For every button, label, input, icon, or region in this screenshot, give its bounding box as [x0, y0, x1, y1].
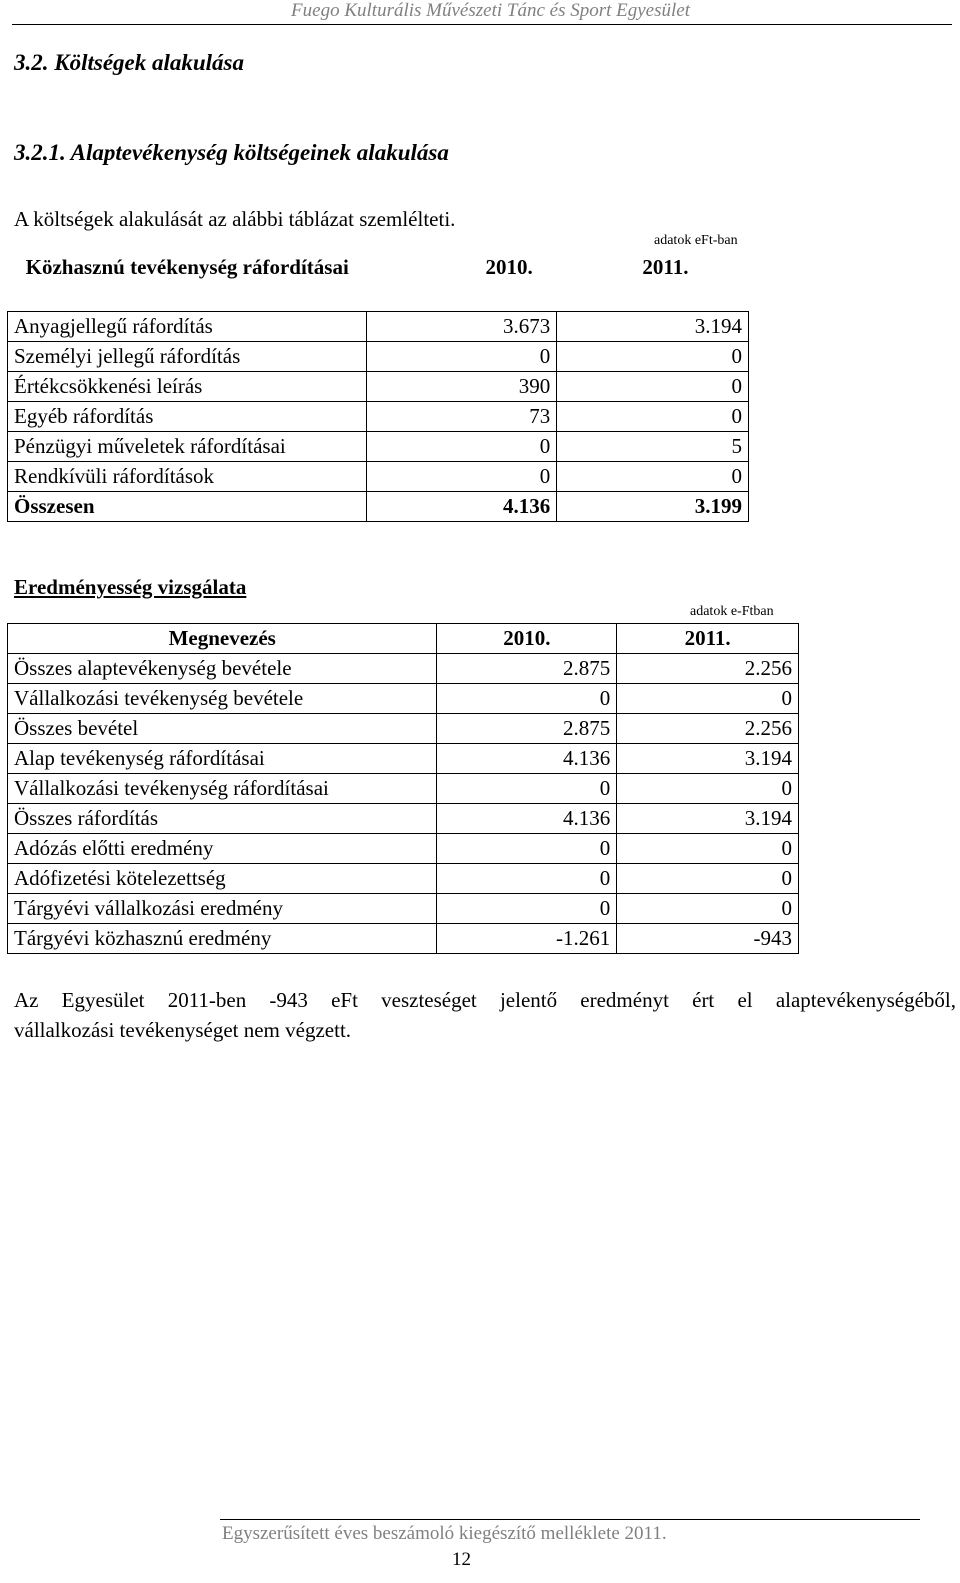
results-header-name: Megnevezés	[8, 624, 437, 654]
table-row	[8, 714, 799, 744]
row-label: Anyagjellegű ráfordítás	[8, 311, 367, 341]
value-2010: 0	[437, 774, 617, 804]
conclusion-line-2: vállalkozási tevékenységet nem végzett.	[14, 1018, 352, 1042]
value-2011: 0	[617, 684, 799, 714]
table-row	[8, 924, 799, 954]
value-2011: 3.194	[617, 804, 799, 834]
value-2011: 0	[557, 371, 749, 401]
costs-header-2011: 2011.	[557, 253, 749, 311]
row-label: Tárgyévi vállalkozási eredmény	[8, 894, 437, 924]
section-title: 3.2. Költségek alakulása	[14, 50, 245, 75]
value-2011: 0	[617, 834, 799, 864]
table-row	[8, 774, 799, 804]
value-2010: 0	[437, 684, 617, 714]
value-2010: 0	[367, 461, 557, 491]
costs-header-2010: 2010.	[367, 253, 557, 311]
intro-text: A költségek alakulását az alábbi táblázat szemlélteti.	[14, 207, 456, 231]
value-2011: 0	[617, 894, 799, 924]
value-2010: 3.673	[367, 311, 557, 341]
table-row	[8, 804, 799, 834]
row-label: Adózás előtti eredmény	[8, 834, 437, 864]
value-2010: 0	[437, 834, 617, 864]
costs-table-header	[8, 253, 749, 311]
value-2010: 0	[367, 431, 557, 461]
value-2010: 0	[437, 894, 617, 924]
row-label: Összes alaptevékenység bevétele	[8, 654, 437, 684]
conclusion-line-1: Az Egyesület 2011-ben -943 eFt veszteséget jelentő eredményt ért el alaptevékenységéből,	[14, 988, 956, 1012]
subsection-title: 3.2.1. Alaptevékenység költségeinek alakulása	[14, 140, 449, 165]
row-label: Egyéb ráfordítás	[8, 401, 367, 431]
costs-unit-note: adatok eFt-ban	[654, 233, 738, 248]
total-2010: 4.136	[367, 491, 557, 521]
row-label: Összes ráfordítás	[8, 804, 437, 834]
value-2010: 73	[367, 401, 557, 431]
row-label: Vállalkozási tevékenység ráfordításai	[8, 774, 437, 804]
table-row	[8, 431, 749, 461]
value-2011: 3.194	[617, 744, 799, 774]
value-2010: 0	[367, 341, 557, 371]
value-2011: 5	[557, 431, 749, 461]
row-label: Pénzügyi műveletek ráfordításai	[8, 431, 367, 461]
row-label: Személyi jellegű ráfordítás	[8, 341, 367, 371]
page-number: 12	[452, 1549, 471, 1570]
value-2011: 0	[617, 774, 799, 804]
value-2011: 0	[557, 461, 749, 491]
table-row	[8, 834, 799, 864]
costs-table	[7, 253, 749, 522]
results-title: Eredményesség vizsgálata	[14, 575, 247, 599]
value-2011: 0	[617, 864, 799, 894]
results-unit-note: adatok e-Ftban	[690, 604, 774, 619]
table-row	[8, 401, 749, 431]
table-row	[8, 311, 749, 341]
value-2010: 0	[437, 864, 617, 894]
row-label: Adófizetési kötelezettség	[8, 864, 437, 894]
table-row	[8, 684, 799, 714]
document-header: Fuego Kulturális Művészeti Tánc és Sport Egyesület	[291, 0, 690, 21]
value-2010: 4.136	[437, 744, 617, 774]
results-table-header	[8, 624, 799, 654]
footer-text: Egyszerűsített éves beszámoló kiegészítő melléklete 2011.	[222, 1523, 667, 1544]
row-label: Rendkívüli ráfordítások	[8, 461, 367, 491]
value-2011: -943	[617, 924, 799, 954]
row-label: Értékcsökkenési leírás	[8, 371, 367, 401]
value-2011: 2.256	[617, 654, 799, 684]
value-2011: 2.256	[617, 714, 799, 744]
total-label: Összesen	[8, 491, 367, 521]
value-2011: 0	[557, 341, 749, 371]
table-row	[8, 341, 749, 371]
value-2010: 4.136	[437, 804, 617, 834]
results-header-2010: 2010.	[437, 624, 617, 654]
footer-rule	[220, 1519, 920, 1520]
table-row	[8, 894, 799, 924]
results-header-2011: 2011.	[617, 624, 799, 654]
value-2010: 390	[367, 371, 557, 401]
table-row	[8, 461, 749, 491]
total-row	[8, 491, 749, 521]
conclusion-paragraph	[14, 985, 956, 1045]
table-row	[8, 371, 749, 401]
costs-header-name: Közhasznú tevékenység ráfordításai	[8, 253, 367, 311]
header-rule	[12, 24, 952, 25]
table-row	[8, 744, 799, 774]
table-row	[8, 864, 799, 894]
value-2011: 3.194	[557, 311, 749, 341]
total-2011: 3.199	[557, 491, 749, 521]
value-2011: 0	[557, 401, 749, 431]
row-label: Alap tevékenység ráfordításai	[8, 744, 437, 774]
value-2010: 2.875	[437, 714, 617, 744]
value-2010: 2.875	[437, 654, 617, 684]
row-label: Tárgyévi közhasznú eredmény	[8, 924, 437, 954]
value-2010: -1.261	[437, 924, 617, 954]
table-row	[8, 654, 799, 684]
row-label: Összes bevétel	[8, 714, 437, 744]
results-table	[7, 623, 799, 954]
row-label: Vállalkozási tevékenység bevétele	[8, 684, 437, 714]
